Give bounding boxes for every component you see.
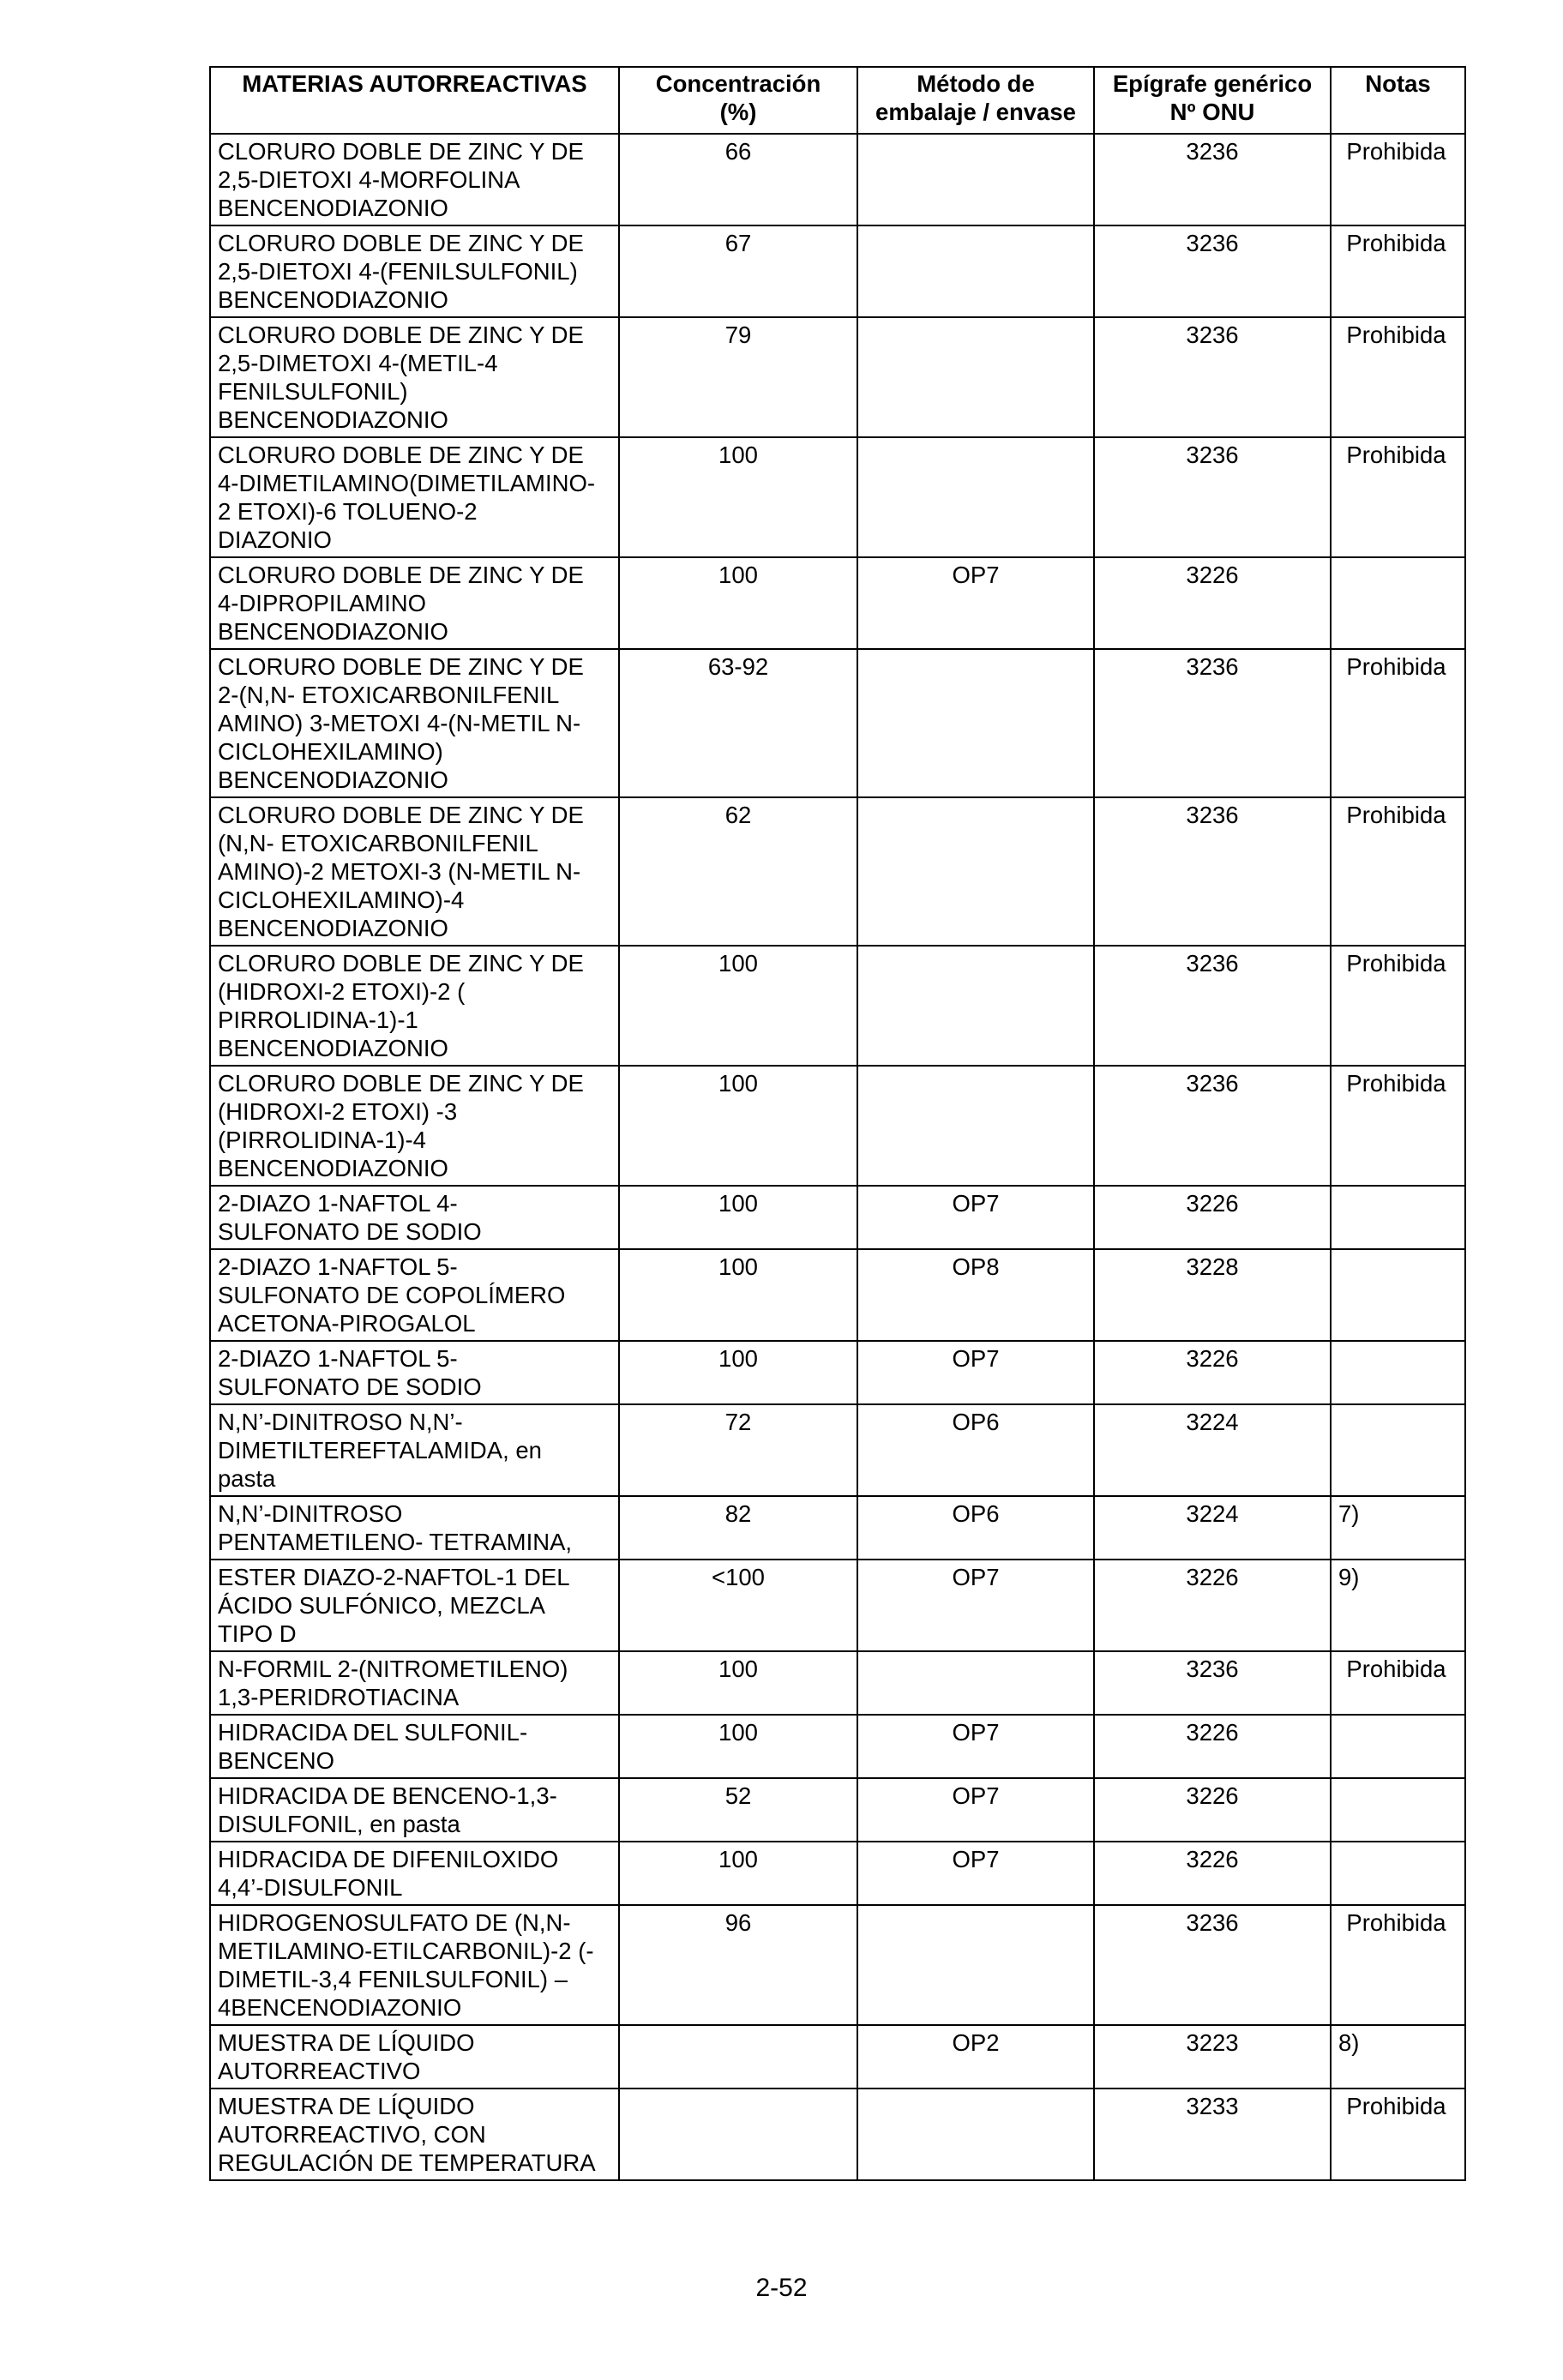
- packing-method-cell: OP7: [857, 1186, 1094, 1249]
- concentration-cell: 100: [619, 437, 857, 557]
- substance-name-cell: [210, 134, 619, 225]
- substance-name-line: BENCENODIAZONIO: [218, 766, 448, 793]
- concentration-cell: 67: [619, 225, 857, 317]
- substance-name-line: N,N’-DINITROSO N,N’-: [218, 1409, 463, 1435]
- substance-name-line: 4-DIMETILAMINO(DIMETILAMINO-: [218, 470, 596, 496]
- substance-name-line: 2,5-DIETOXI 4-MORFOLINA: [218, 166, 520, 193]
- concentration-cell: 79: [619, 317, 857, 437]
- packing-method-cell: OP7: [857, 1715, 1094, 1778]
- packing-method-cell: [857, 946, 1094, 1066]
- substance-name-cell: [210, 1496, 619, 1560]
- substance-name-line: DIAZONIO: [218, 526, 332, 553]
- packing-method-cell: [857, 1905, 1094, 2025]
- substance-name-line: N-FORMIL 2-(NITROMETILENO): [218, 1656, 568, 1682]
- header-concentration: Concentración (%): [619, 67, 857, 134]
- substance-name-cell: [210, 557, 619, 649]
- substance-name-line: BENCENODIAZONIO: [218, 406, 448, 433]
- substance-name-cell: [210, 1842, 619, 1905]
- substance-name-cell: [210, 317, 619, 437]
- concentration-cell: 72: [619, 1404, 857, 1496]
- table-row: [210, 1778, 1465, 1842]
- packing-method-cell: OP8: [857, 1249, 1094, 1341]
- substance-name-line: CLORURO DOBLE DE ZINC Y DE: [218, 562, 584, 588]
- substance-name-line: CLORURO DOBLE DE ZINC Y DE: [218, 442, 584, 468]
- substance-name-line: CLORURO DOBLE DE ZINC Y DE: [218, 1070, 584, 1097]
- un-number-cell: 3236: [1094, 134, 1331, 225]
- substance-name-line: SULFONATO DE SODIO: [218, 1373, 482, 1400]
- substance-name-cell: [210, 1341, 619, 1404]
- table-row: [210, 1404, 1465, 1496]
- substance-name-line: (HIDROXI-2 ETOXI)-2 (: [218, 978, 466, 1005]
- notes-cell: [1331, 1186, 1465, 1249]
- un-number-cell: 3236: [1094, 797, 1331, 946]
- substance-name-line: AUTORREACTIVO: [218, 2058, 421, 2084]
- substance-name-line: 4-DIPROPILAMINO: [218, 590, 426, 616]
- self-reactive-substances-table: [209, 66, 1466, 2181]
- substance-name-line: ACETONA-PIROGALOL: [218, 1310, 476, 1337]
- notes-cell: Prohibida: [1331, 946, 1465, 1066]
- packing-method-cell: OP6: [857, 1496, 1094, 1560]
- notes-cell: [1331, 1842, 1465, 1905]
- notes-cell: Prohibida: [1331, 1905, 1465, 2025]
- notes-cell: Prohibida: [1331, 134, 1465, 225]
- substance-name-cell: [210, 1186, 619, 1249]
- un-number-cell: 3236: [1094, 946, 1331, 1066]
- concentration-cell: 100: [619, 1186, 857, 1249]
- notes-cell: Prohibida: [1331, 225, 1465, 317]
- concentration-cell: 52: [619, 1778, 857, 1842]
- un-number-cell: 3226: [1094, 1186, 1331, 1249]
- packing-method-cell: [857, 649, 1094, 797]
- substance-name-line: (HIDROXI-2 ETOXI) -3: [218, 1098, 458, 1125]
- un-number-cell: 3224: [1094, 1404, 1331, 1496]
- header-packing-method: Método de embalaje / envase: [857, 67, 1094, 134]
- substance-name-line: (PIRROLIDINA-1)-4: [218, 1127, 426, 1153]
- un-number-cell: 3236: [1094, 1905, 1331, 2025]
- table-header-row: [210, 67, 1465, 134]
- packing-method-cell: OP6: [857, 1404, 1094, 1496]
- table-row: [210, 557, 1465, 649]
- concentration-cell: 100: [619, 1066, 857, 1186]
- packing-method-cell: [857, 1066, 1094, 1186]
- un-number-cell: 3228: [1094, 1249, 1331, 1341]
- notes-cell: Prohibida: [1331, 2089, 1465, 2180]
- concentration-cell: 100: [619, 1651, 857, 1715]
- substance-name-cell: [210, 1066, 619, 1186]
- header-notes: Notas: [1331, 67, 1465, 134]
- concentration-cell: 100: [619, 1249, 857, 1341]
- substance-name-line: PIRROLIDINA-1)-1: [218, 1007, 418, 1033]
- table-row: [210, 946, 1465, 1066]
- substance-name-line: DISULFONIL, en pasta: [218, 1811, 460, 1837]
- notes-cell: [1331, 557, 1465, 649]
- substance-name-line: HIDRACIDA DEL SULFONIL-: [218, 1719, 528, 1746]
- substance-name-line: PENTAMETILENO- TETRAMINA,: [218, 1529, 573, 1555]
- packing-method-cell: [857, 134, 1094, 225]
- table-body: [210, 134, 1465, 2180]
- table-row: [210, 1651, 1465, 1715]
- concentration-cell: 62: [619, 797, 857, 946]
- substance-name-line: MUESTRA DE LÍQUIDO: [218, 2093, 475, 2119]
- table-row: [210, 1066, 1465, 1186]
- substance-name-line: (N,N- ETOXICARBONILFENIL: [218, 830, 538, 856]
- packing-method-cell: OP7: [857, 1560, 1094, 1651]
- substance-name-line: HIDRACIDA DE DIFENILOXIDO: [218, 1846, 559, 1872]
- table-row: [210, 437, 1465, 557]
- notes-cell: [1331, 1715, 1465, 1778]
- packing-method-cell: [857, 1651, 1094, 1715]
- concentration-cell: 100: [619, 1715, 857, 1778]
- substance-name-line: SULFONATO DE COPOLÍMERO: [218, 1282, 566, 1308]
- notes-cell: 8): [1331, 2025, 1465, 2089]
- substance-name-line: CLORURO DOBLE DE ZINC Y DE: [218, 322, 584, 348]
- table-row: [210, 1560, 1465, 1651]
- table-row: [210, 2089, 1465, 2180]
- substance-name-line: DIMETIL-3,4 FENILSULFONIL) –: [218, 1966, 568, 1992]
- substance-name-line: BENCENO: [218, 1747, 334, 1774]
- substance-name-line: AUTORREACTIVO, CON: [218, 2121, 486, 2148]
- packing-method-cell: [857, 317, 1094, 437]
- substance-name-line: 2-DIAZO 1-NAFTOL 5-: [218, 1253, 458, 1280]
- packing-method-cell: OP7: [857, 1842, 1094, 1905]
- substance-name-line: BENCENODIAZONIO: [218, 286, 448, 313]
- notes-cell: 7): [1331, 1496, 1465, 1560]
- substance-name-line: BENCENODIAZONIO: [218, 915, 448, 941]
- un-number-cell: 3226: [1094, 1842, 1331, 1905]
- notes-cell: [1331, 1778, 1465, 1842]
- header-un-number: Epígrafe genérico Nº ONU: [1094, 67, 1331, 134]
- notes-cell: [1331, 1341, 1465, 1404]
- packing-method-cell: OP7: [857, 1341, 1094, 1404]
- table-row: [210, 317, 1465, 437]
- substance-name-cell: [210, 1651, 619, 1715]
- concentration-cell: [619, 2089, 857, 2180]
- un-number-cell: 3236: [1094, 1651, 1331, 1715]
- concentration-cell: <100: [619, 1560, 857, 1651]
- substance-name-cell: [210, 946, 619, 1066]
- notes-cell: Prohibida: [1331, 797, 1465, 946]
- substance-name-line: CICLOHEXILAMINO)-4: [218, 886, 465, 913]
- un-number-cell: 3236: [1094, 1066, 1331, 1186]
- substance-name-line: 4,4’-DISULFONIL: [218, 1874, 403, 1901]
- substance-name-cell: [210, 2089, 619, 2180]
- substance-name-line: HIDROGENOSULFATO DE (N,N-: [218, 1909, 571, 1936]
- table-row: [210, 649, 1465, 797]
- notes-cell: 9): [1331, 1560, 1465, 1651]
- substance-name-line: METILAMINO-ETILCARBONIL)-2 (-: [218, 1938, 594, 1964]
- substance-name-line: 4BENCENODIAZONIO: [218, 1994, 462, 2021]
- substance-name-line: MUESTRA DE LÍQUIDO: [218, 2029, 475, 2056]
- substance-name-line: CLORURO DOBLE DE ZINC Y DE: [218, 802, 584, 828]
- table-row: [210, 1715, 1465, 1778]
- un-number-cell: 3236: [1094, 317, 1331, 437]
- substance-name-line: 2,5-DIMETOXI 4-(METIL-4: [218, 350, 498, 376]
- concentration-cell: 100: [619, 946, 857, 1066]
- substance-name-line: AMINO)-2 METOXI-3 (N-METIL N-: [218, 858, 581, 885]
- table-row: [210, 134, 1465, 225]
- substance-name-cell: [210, 1249, 619, 1341]
- packing-method-cell: [857, 437, 1094, 557]
- packing-method-cell: OP7: [857, 557, 1094, 649]
- packing-method-cell: [857, 797, 1094, 946]
- substance-name-line: CLORURO DOBLE DE ZINC Y DE: [218, 950, 584, 977]
- concentration-cell: [619, 2025, 857, 2089]
- substance-name-line: HIDRACIDA DE BENCENO-1,3-: [218, 1782, 557, 1809]
- substance-name-cell: [210, 1905, 619, 2025]
- notes-cell: [1331, 1404, 1465, 1496]
- substance-name-line: BENCENODIAZONIO: [218, 1155, 448, 1181]
- un-number-cell: 3233: [1094, 2089, 1331, 2180]
- substance-name-line: 2-DIAZO 1-NAFTOL 5-: [218, 1345, 458, 1372]
- substance-name-line: BENCENODIAZONIO: [218, 1035, 448, 1061]
- un-number-cell: 3223: [1094, 2025, 1331, 2089]
- substance-name-line: SULFONATO DE SODIO: [218, 1218, 482, 1245]
- substance-name-line: FENILSULFONIL): [218, 378, 408, 405]
- table-row: [210, 1249, 1465, 1341]
- table-row: [210, 225, 1465, 317]
- concentration-cell: 96: [619, 1905, 857, 2025]
- un-number-cell: 3226: [1094, 1560, 1331, 1651]
- notes-cell: [1331, 1249, 1465, 1341]
- page-number: 2-52: [755, 2274, 808, 2302]
- un-number-cell: 3226: [1094, 557, 1331, 649]
- substance-name-cell: [210, 225, 619, 317]
- notes-cell: Prohibida: [1331, 649, 1465, 797]
- concentration-cell: 66: [619, 134, 857, 225]
- un-number-cell: 3224: [1094, 1496, 1331, 1560]
- substance-name-line: TIPO D: [218, 1620, 297, 1647]
- substance-name-cell: [210, 649, 619, 797]
- substance-name-line: 2 ETOXI)-6 TOLUENO-2: [218, 498, 478, 525]
- un-number-cell: 3236: [1094, 225, 1331, 317]
- substance-name-line: BENCENODIAZONIO: [218, 195, 448, 221]
- table-row: [210, 1905, 1465, 2025]
- substance-name-cell: [210, 1778, 619, 1842]
- substance-name-line: 2-(N,N- ETOXICARBONILFENIL: [218, 682, 560, 708]
- notes-cell: Prohibida: [1331, 317, 1465, 437]
- table-row: [210, 1341, 1465, 1404]
- substance-name-line: CICLOHEXILAMINO): [218, 738, 443, 765]
- substance-name-line: CLORURO DOBLE DE ZINC Y DE: [218, 138, 584, 165]
- substance-name-cell: [210, 437, 619, 557]
- substance-name-line: 2-DIAZO 1-NAFTOL 4-: [218, 1190, 458, 1217]
- substance-name-cell: [210, 2025, 619, 2089]
- substance-name-line: REGULACIÓN DE TEMPERATURA: [218, 2149, 596, 2176]
- substance-name-line: ESTER DIAZO-2-NAFTOL-1 DEL: [218, 1564, 570, 1590]
- substance-name-cell: [210, 1715, 619, 1778]
- concentration-cell: 100: [619, 557, 857, 649]
- un-number-cell: 3226: [1094, 1715, 1331, 1778]
- notes-cell: Prohibida: [1331, 1066, 1465, 1186]
- concentration-cell: 63-92: [619, 649, 857, 797]
- un-number-cell: 3236: [1094, 649, 1331, 797]
- concentration-cell: 82: [619, 1496, 857, 1560]
- notes-cell: Prohibida: [1331, 437, 1465, 557]
- concentration-cell: 100: [619, 1842, 857, 1905]
- notes-cell: Prohibida: [1331, 1651, 1465, 1715]
- substance-name-cell: [210, 1560, 619, 1651]
- substance-name-line: 2,5-DIETOXI 4-(FENILSULFONIL): [218, 258, 578, 285]
- un-number-cell: 3226: [1094, 1778, 1331, 1842]
- substance-name-cell: [210, 1404, 619, 1496]
- header-substance: MATERIAS AUTORREACTIVAS: [210, 67, 619, 134]
- substance-name-line: AMINO) 3-METOXI 4-(N-METIL N-: [218, 710, 581, 736]
- un-number-cell: 3226: [1094, 1341, 1331, 1404]
- substance-name-cell: [210, 797, 619, 946]
- substance-name-line: 1,3-PERIDROTIACINA: [218, 1684, 460, 1710]
- substance-name-line: ÁCIDO SULFÓNICO, MEZCLA: [218, 1592, 545, 1619]
- substance-name-line: BENCENODIAZONIO: [218, 618, 448, 645]
- table-row: [210, 2025, 1465, 2089]
- substance-name-line: N,N’-DINITROSO: [218, 1500, 403, 1527]
- packing-method-cell: OP2: [857, 2025, 1094, 2089]
- substance-name-line: pasta: [218, 1465, 276, 1492]
- table-row: [210, 797, 1465, 946]
- substance-name-line: CLORURO DOBLE DE ZINC Y DE: [218, 653, 584, 680]
- concentration-cell: 100: [619, 1341, 857, 1404]
- packing-method-cell: [857, 2089, 1094, 2180]
- table-row: [210, 1186, 1465, 1249]
- substance-name-line: DIMETILTEREFTALAMIDA, en: [218, 1437, 542, 1463]
- packing-method-cell: OP7: [857, 1778, 1094, 1842]
- table-row: [210, 1496, 1465, 1560]
- packing-method-cell: [857, 225, 1094, 317]
- substance-name-line: CLORURO DOBLE DE ZINC Y DE: [218, 230, 584, 256]
- un-number-cell: 3236: [1094, 437, 1331, 557]
- table-row: [210, 1842, 1465, 1905]
